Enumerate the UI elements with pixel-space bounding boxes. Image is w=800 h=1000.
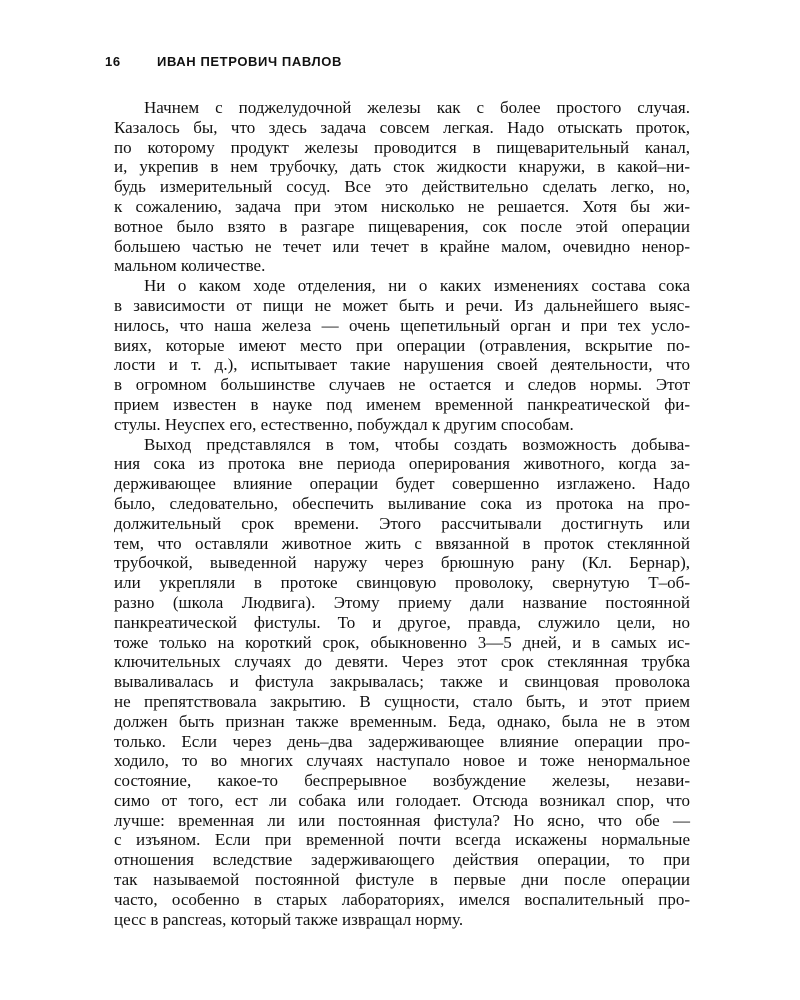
text-line: должительный срок времени. Этого рассчитывали достигнуть или [114,513,690,533]
text-line: симо от того, ест ли собака или голодает. Отсюда возникал спор, что [114,790,690,810]
text-line: панкреатической фистулы. То и другое, правда, служило цели, но [114,612,690,632]
text-line: Начнем с поджелудочной железы как с более простого случая. [144,98,690,117]
text-line: с изъяном. Если при временной почти всегда искажены нормальные [114,830,690,850]
running-header [105,54,705,69]
text-line: держивающее влияние операции будет совершенно изглажено. Надо [114,474,690,494]
text-line: цесс в pancreas, который также извращал норму. [114,909,464,929]
text-line: Казалось бы, что здесь задача совсем легкая. Надо отыскать проток, [114,117,690,137]
text-line: мальном количестве. [114,256,266,276]
text-line: разно (школа Людвига). Этому приему дали название постоянной [114,592,690,612]
text-line: только. Если через день–два задерживающее влияние операции про- [114,731,690,751]
text-line: к сожалению, задача при этом нисколько не решается. Хотя бы жи- [114,196,690,216]
text-line: ключительных случаях до девяти. Через этот срок стеклянная трубка [114,652,690,672]
text-line: лучше: временная ли или постоянная фистула? Но ясно, что обе — [114,810,690,830]
text-line: трубочкой, выведенной наружу через брюшную рану (Кл. Бернар), [114,553,690,573]
text-line: большею частью не течет или течет в крайне малом, очевидно ненор- [114,236,690,256]
text-line: тоже только на короткий срок, обыкновенно 3—5 дней, и в самых ис- [114,632,690,652]
body-text [114,98,690,929]
text-line: ходило, то во многих случаях наступало новое и тоже ненормальное [114,751,690,771]
text-line: ния сока из протока вне периода оперирования животного, когда за- [114,454,690,474]
text-line: было, следовательно, обеспечить выливание сока из протока на про- [114,493,690,513]
text-line: прием известен в науке под именем временной панкреатической фи- [114,394,690,414]
text-line: тем, что оставляли животное жить с ввязанной в проток стеклянной [114,533,690,553]
text-line: в зависимости от пищи не может быть и речи. Из дальнейшего выяс- [114,295,690,315]
text-line: будь измерительный сосуд. Все это действительно сделать легко, но, [114,177,690,197]
text-line: нилось, что наша железа — очень щепетильный орган и при тех усло- [114,315,690,335]
text-line: по которому продукт железы проводится в пищеварительный канал, [114,137,690,157]
text-line: лости и т. д.), испытывает такие нарушения своей деятельности, что [114,355,690,375]
text-line: в огромном большинстве случаев не остается и следов нормы. Этот [114,375,690,395]
text-line: или укрепляли в протоке свинцовую проволоку, свернутую Т–об- [114,573,690,593]
text-line: не препятствовала закрытию. В сущности, стало быть, и этот прием [114,691,690,711]
text-line: часто, особенно в старых лабораториях, имелся воспалительный про- [114,889,690,909]
text-line: так называемой постоянной фистуле в первые дни после операции [114,870,690,890]
text-line: Ни о каком ходе отделения, ни о каких изменениях состава сока [144,276,690,296]
running-title: ИВАН ПЕТРОВИЧ ПАВЛОВ [157,54,342,69]
text-line: и, укрепив в нем трубочку, дать сток жидкости кнаружи, в какой–ни- [114,157,690,177]
text-line: вотное было взято в разгаре пищеварения, сок после этой операции [114,216,690,236]
text-line: должен быть признан также временным. Беда, однако, была не в этом [114,711,690,731]
text-line: стулы. Неуспех его, естественно, побуждал к другим способам. [114,414,574,434]
text-line: вываливалась и фистула закрывалась; также и свинцовая проволока [114,672,690,692]
text-line: виях, которые имеют место при операции (отравления, вскрытие по- [114,335,690,355]
text-line: Выход представлялся в том, чтобы создать возможность добыва- [144,434,690,454]
text-line: отношения вследствие задерживающего действия операции, то при [114,850,690,870]
text-line: состояние, какое-то беспрерывное возбуждение железы, незави- [114,771,690,791]
page-number: 16 [105,54,121,69]
